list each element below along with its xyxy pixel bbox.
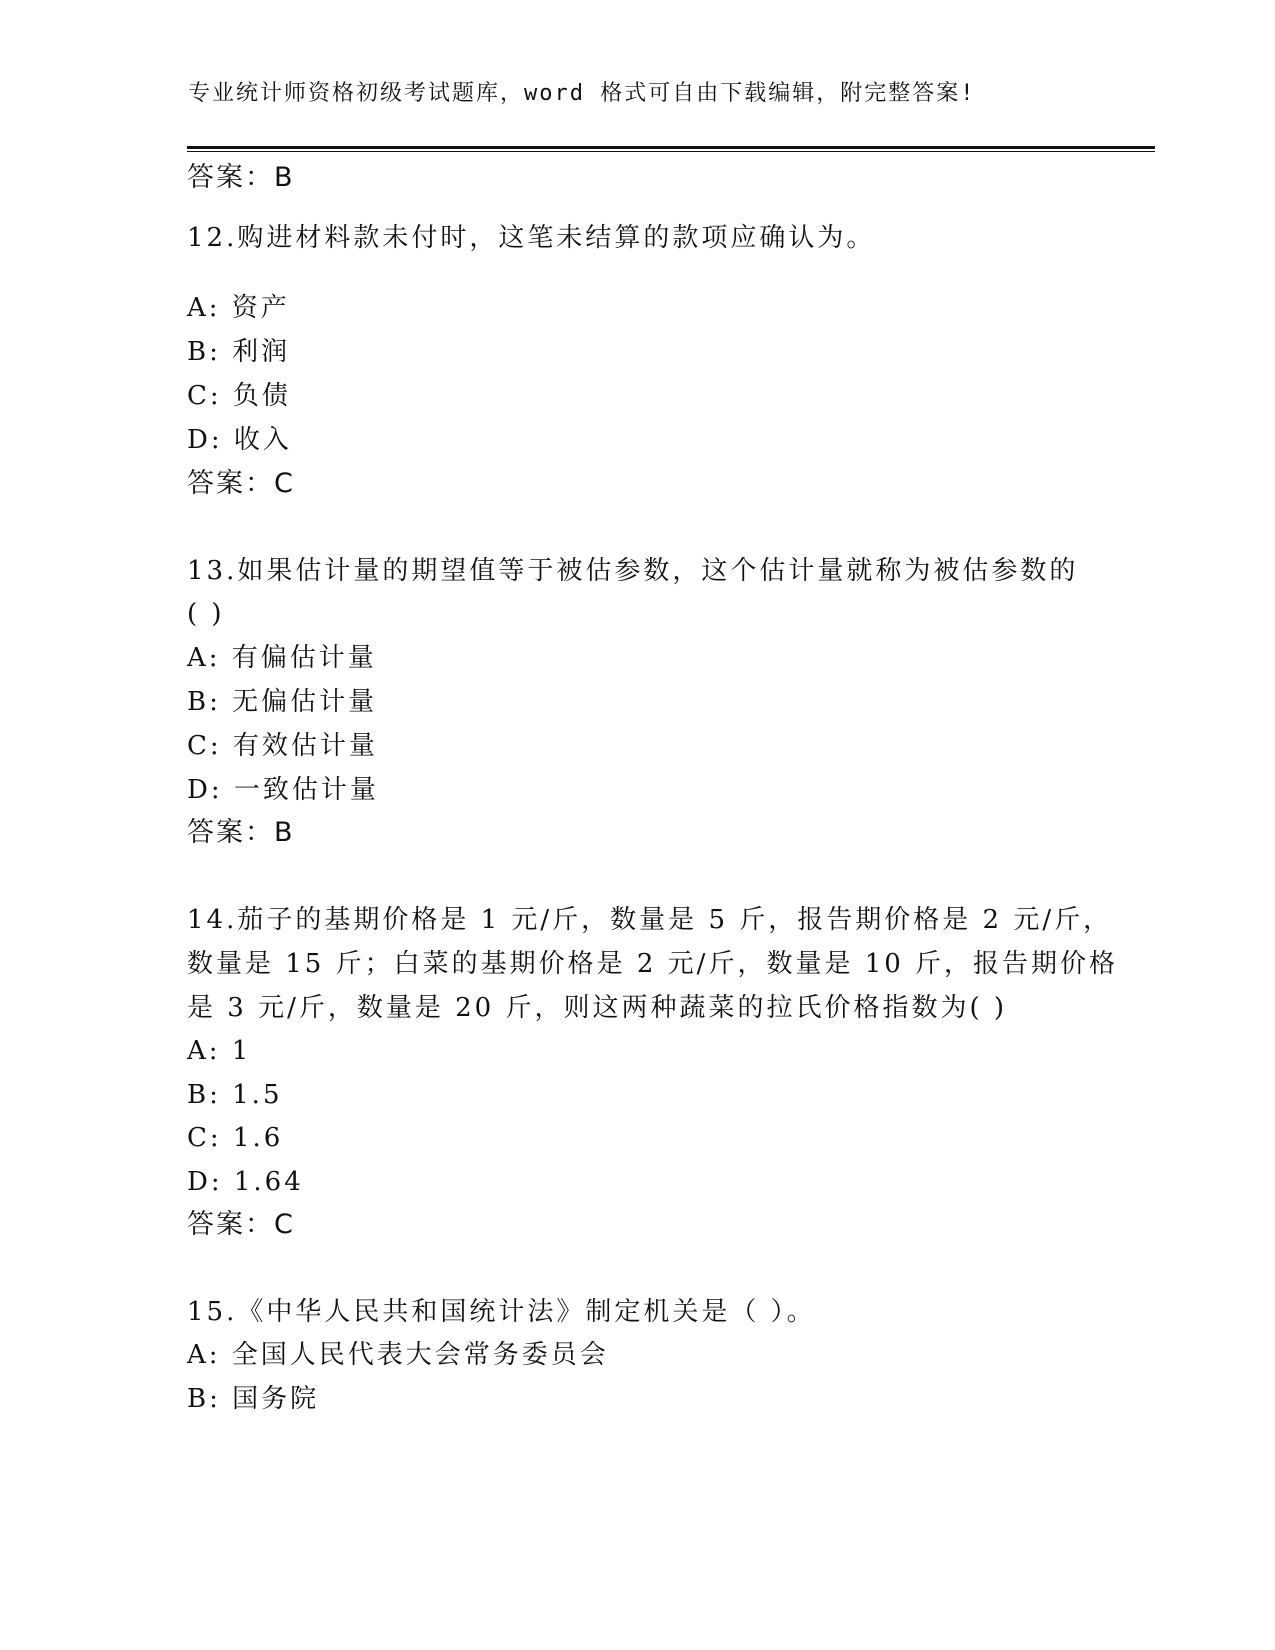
option-c: C: 1.6: [187, 1123, 284, 1153]
answer-line: 答案：B: [187, 162, 295, 193]
page-header: 专业统计师资格初级考试题库，word 格式可自由下载编辑，附完整答案!: [188, 81, 976, 106]
option-c: C: 负债: [187, 381, 291, 411]
question-stem: 13.如果估计量的期望值等于被估参数，这个估计量就称为被估参数的: [187, 556, 1079, 586]
option-a: A: 有偏估计量: [187, 643, 377, 673]
option-a: A: 资产: [187, 293, 290, 323]
question-stem: 15.《中华人民共和国统计法》制定机关是（ ）。: [187, 1297, 816, 1327]
question-stem: 14.茄子的基期价格是 1 元/斤，数量是 5 斤，报告期价格是 2 元/斤，: [187, 905, 1113, 935]
option-b: B: 无偏估计量: [187, 687, 378, 717]
option-b: B: 1.5: [187, 1080, 283, 1110]
header-rule-thick: [187, 146, 1155, 149]
option-a: A: 全国人民代表大会常务委员会: [187, 1340, 609, 1370]
question-stem-cont: 是 3 元/斤，数量是 20 斤，则这两种蔬菜的拉氏价格指数为( ): [187, 993, 1007, 1023]
answer-line: 答案：B: [187, 817, 295, 848]
option-d: D: 1.64: [187, 1167, 304, 1197]
header-rule-thin: [187, 151, 1155, 152]
option-b: B: 国务院: [187, 1384, 320, 1414]
answer-line: 答案：C: [187, 468, 295, 499]
question-stem-cont: ( ): [187, 599, 225, 629]
question-stem: 12.购进材料款未付时，这笔未结算的款项应确认为。: [187, 223, 876, 253]
option-d: D: 收入: [187, 425, 292, 455]
question-stem-cont: 数量是 15 斤；白菜的基期价格是 2 元/斤，数量是 10 斤，报告期价格: [187, 949, 1119, 979]
option-c: C: 有效估计量: [187, 731, 378, 761]
answer-line: 答案：C: [187, 1209, 295, 1240]
option-b: B: 利润: [187, 337, 291, 367]
option-d: D: 一致估计量: [187, 775, 379, 805]
option-a: A: 1: [187, 1036, 252, 1066]
